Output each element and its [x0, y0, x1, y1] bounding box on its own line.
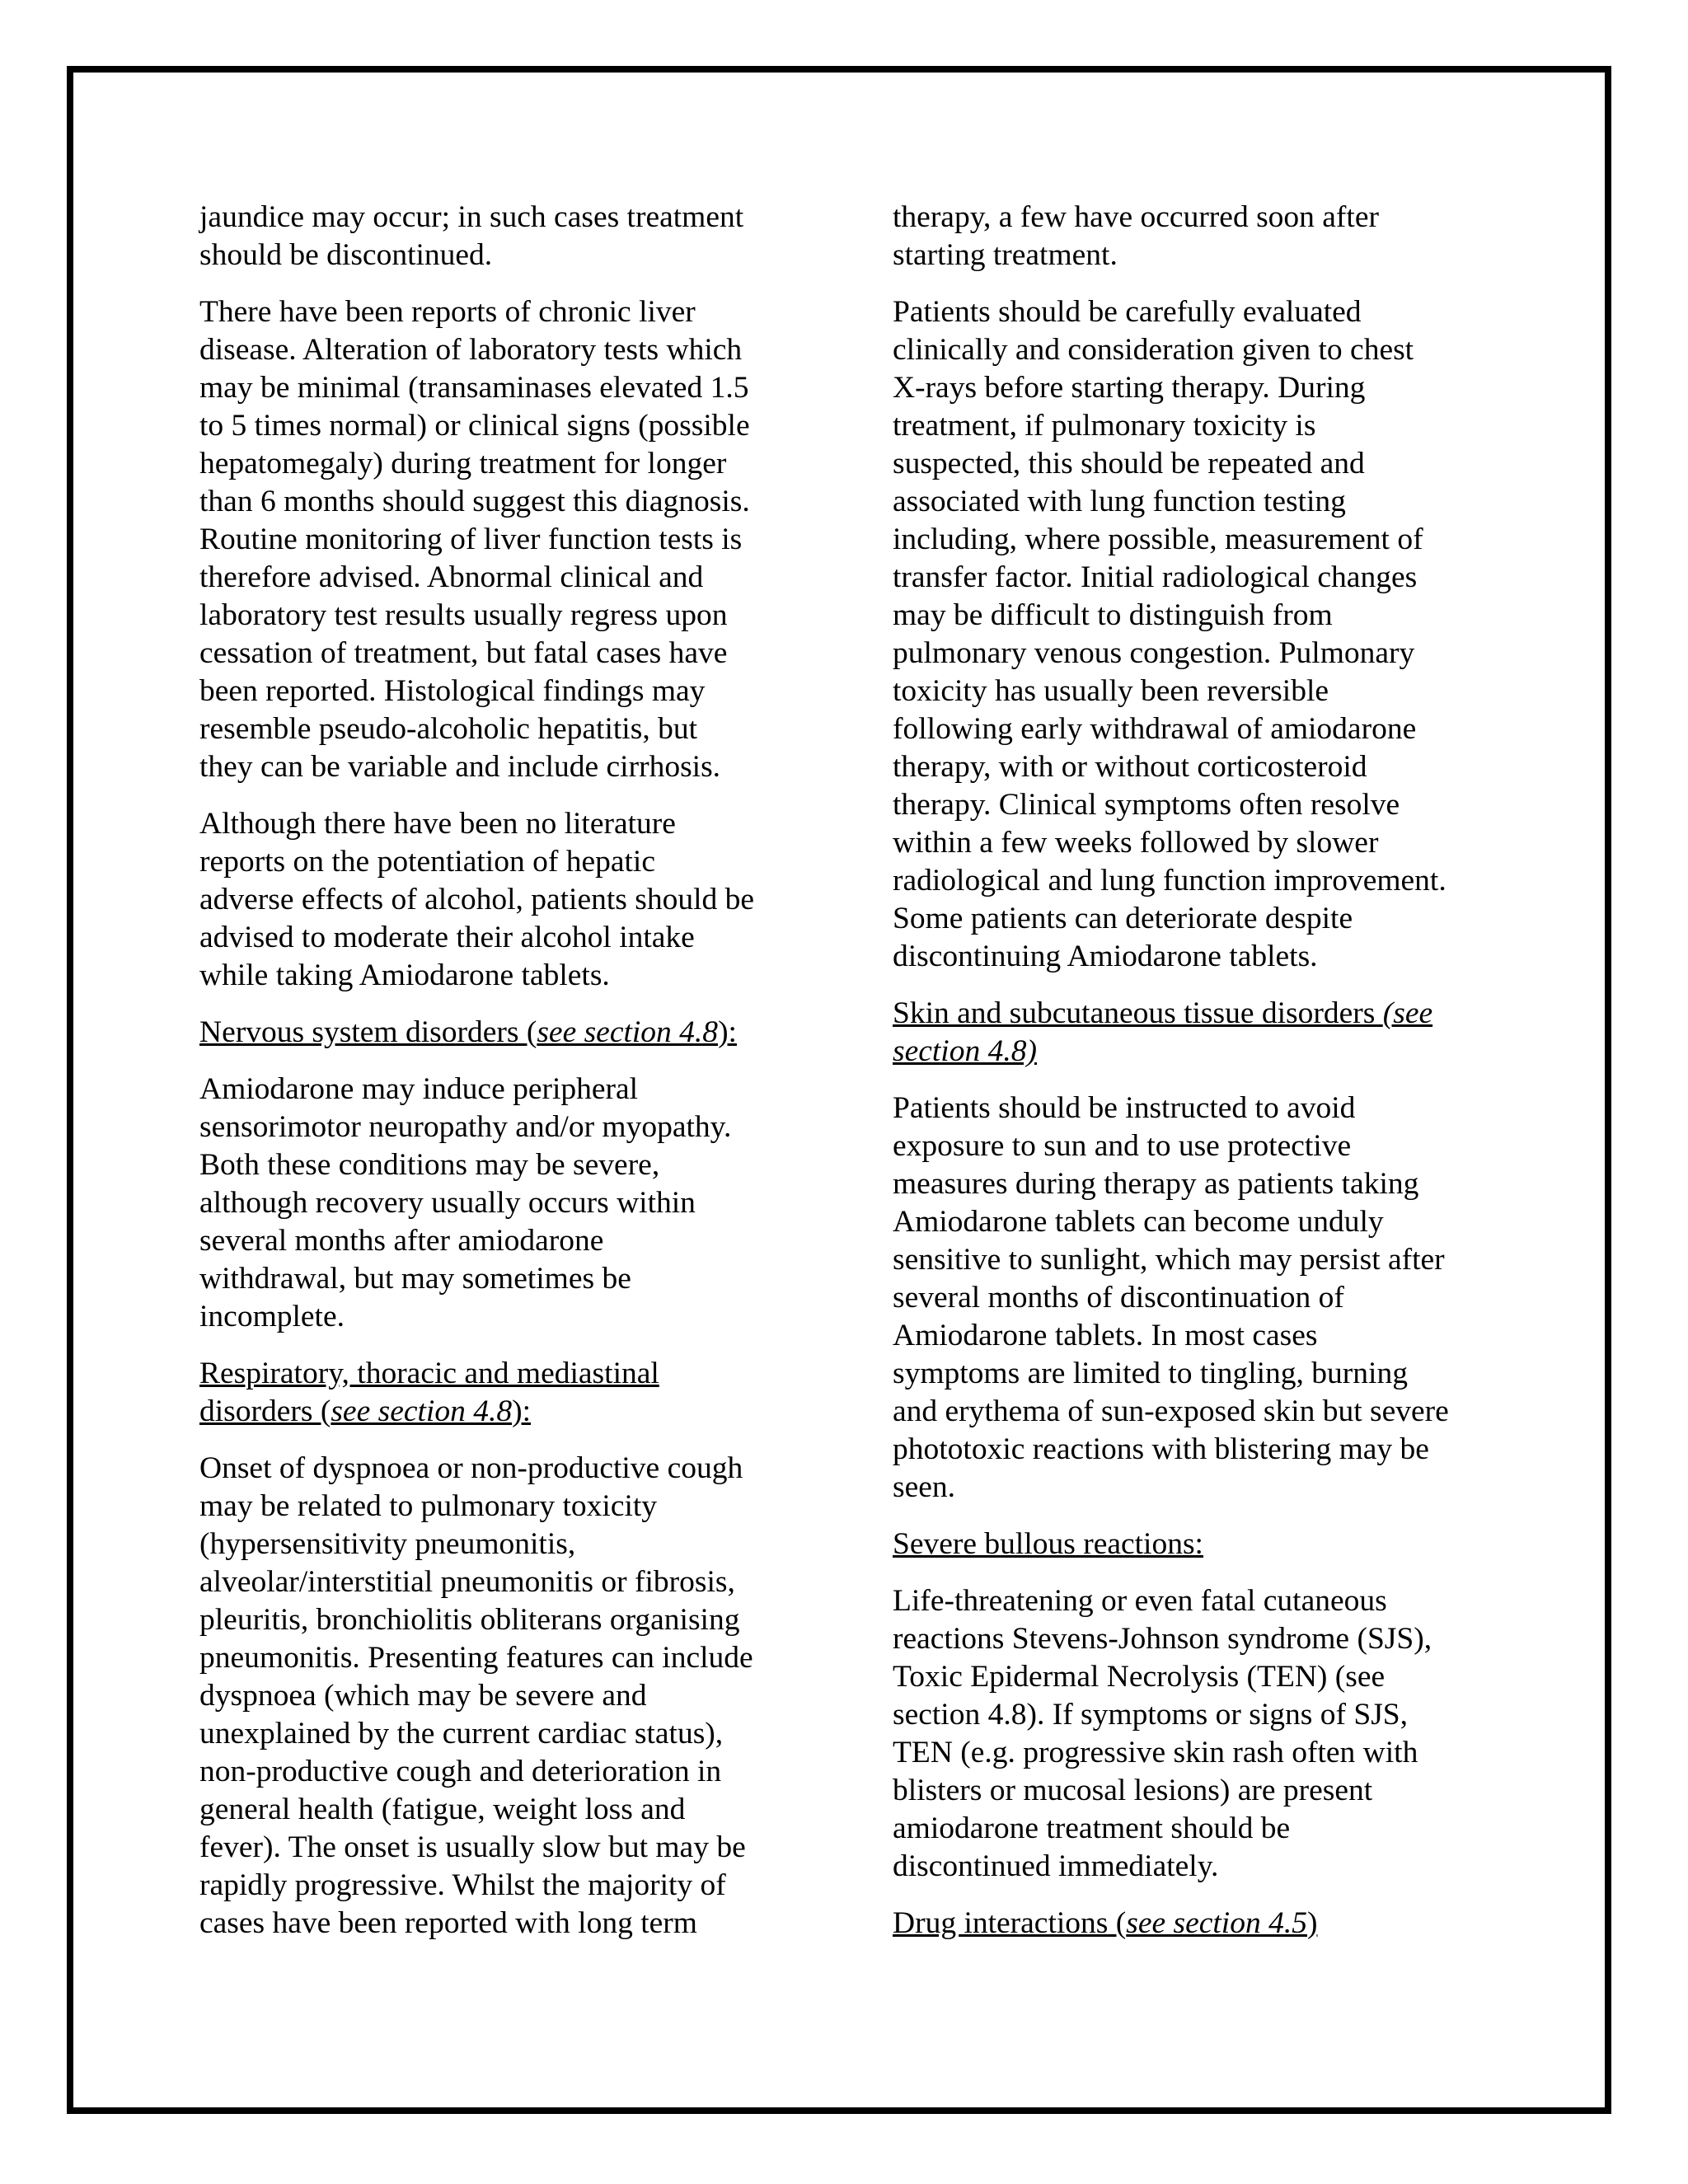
right-column	[893, 199, 1519, 1961]
paragraph-jaundice: jaundice may occur; in such cases treatment should be discontinued.	[199, 200, 744, 272]
paragraph-therapy-onset: therapy, a few have occurred soon after starting treatment.	[893, 200, 1379, 272]
paragraph-sjs-ten: Life-threatening or even fatal cutaneous reactions Stevens-Johnson syndrome (SJS), Toxic Epidermal Necrolysis (TEN) (see section 4.8). If symptoms or signs of SJS, TEN (e.g. progressive skin rash often with blisters or mucosal lesions) are present amiodarone treatment should be discontinued immediately.	[893, 1584, 1432, 1883]
paragraph-alcohol: Although there have been no literature reports on the potentiation of hepatic adverse effects of alcohol, patients should be advised to moderate their alcohol intake while taking Amiodarone tablets.	[199, 807, 755, 992]
heading-nervous-system-disorders	[199, 1014, 826, 1052]
section-reference: see section 4.8	[537, 1015, 719, 1049]
heading-severe-bullous-reactions: Severe bullous reactions:	[893, 1527, 1203, 1561]
section-reference: see section 4.5	[1126, 1906, 1307, 1940]
left-column	[199, 199, 826, 1961]
paragraph-pulmonary-evaluation: Patients should be carefully evaluated clinically and consideration given to chest X-rays before starting therapy. During treatment, if pulmonary toxicity is suspected, this should be repeated and associated with lung function testing including, where possible, measurement of transfer factor. Initial radiological changes may be difficult to distinguish from pulmonary venous congestion. Pulmonary toxicity has usually been reversible following early withdrawal of amiodarone therapy, with or without corticosteroid therapy. Clinical symptoms often resolve within a few weeks followed by slower radiological and lung function improvement. Some patients can deteriorate despite discontinuing Amiodarone tablets.	[893, 295, 1447, 973]
paragraph-chronic-liver-disease: There have been reports of chronic liver disease. Alteration of laboratory tests which may be minimal (transaminases elevated 1.5 to 5 times normal) or clinical signs (possible hepatomegaly) during treatment for longer than 6 months should suggest this diagnosis. Routine monitoring of liver function tests is therefore advised. Abnormal clinical and laboratory test results usually regress upon cessation of treatment, but fatal cases have been reported. Histological findings may resemble pseudo-alcoholic hepatitis, but they can be variable and include cirrhosis.	[199, 295, 750, 784]
section-reference: (see section 4.8)	[893, 996, 1433, 1068]
heading-tail: ):	[718, 1015, 737, 1049]
paragraph-photosensitivity: Patients should be instructed to avoid exposure to sun and to use protective measures during therapy as patients taking Amiodarone tablets can become unduly sensitive to sunlight, which may persist after several months of discontinuation of Amiodarone tablets. In most cases symptoms are limited to tingling, burning and erythema of sun-exposed skin but severe phototoxic reactions with blistering may be seen.	[893, 1091, 1449, 1504]
heading-text: Nervous system disorders (	[199, 1015, 537, 1049]
heading-tail: ):	[512, 1394, 531, 1428]
heading-text: Skin and subcutaneous tissue disorders	[893, 996, 1383, 1030]
heading-drug-interactions	[893, 1905, 1519, 1943]
paragraph-neuropathy: Amiodarone may induce peripheral sensorimotor neuropathy and/or myopathy. Both these conditions may be severe, although recovery usually occurs within several months after amiodarone withdrawal, but may sometimes be incomplete.	[199, 1072, 732, 1333]
heading-text: Respiratory, thoracic and mediastinal disorders (	[199, 1357, 659, 1428]
heading-skin-disorders	[893, 995, 1519, 1071]
section-reference: see section 4.8	[331, 1394, 513, 1428]
heading-respiratory-disorders	[199, 1355, 826, 1431]
heading-tail: )	[1306, 1906, 1318, 1940]
heading-text: Drug interactions (	[893, 1906, 1127, 1940]
paragraph-dyspnoea: Onset of dyspnoea or non-productive cough may be related to pulmonary toxicity (hypersensitivity pneumonitis, alveolar/interstitial pneumonitis or fibrosis, pleuritis, bronchiolitis obliterans organising pneumonitis. Presenting features can include dyspnoea (which may be severe and unexplained by the current cardiac status), non-productive cough and deterioration in general health (fatigue, weight loss and fever). The onset is usually slow but may be rapidly progressive. Whilst the majority of cases have been reported with long term	[199, 1451, 753, 1940]
